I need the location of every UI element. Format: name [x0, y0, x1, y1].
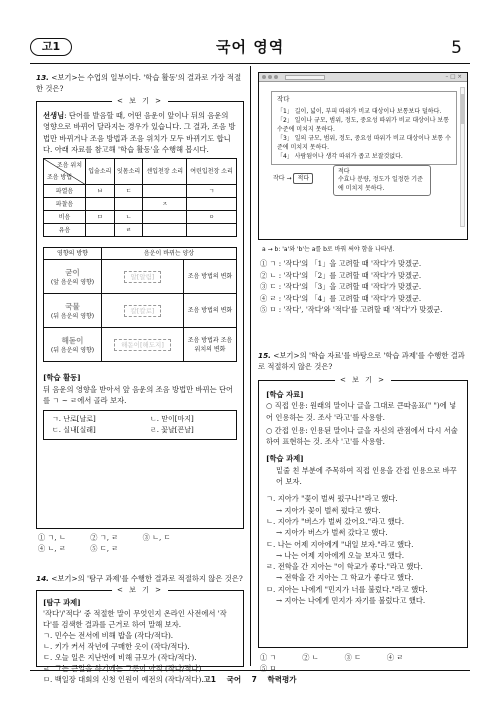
page-header [30, 36, 470, 60]
corner-place: 조음 위치 [56, 162, 82, 170]
effect-row [44, 294, 237, 328]
window-titlebar [259, 73, 467, 82]
q15-item-result: → 지아는 나에게 민지가 자기를 불렀다고 했다. [276, 596, 426, 606]
q15-item-quote: ㄴ. 지아가 "버스가 벌써 갔어요."라고 했다. [266, 516, 405, 526]
q15-option[interactable]: ④ ㄹ [386, 653, 404, 662]
effect-header: 음운이 바뀌는 양상 [102, 248, 237, 260]
q15-option[interactable]: ⑤ ㅁ [260, 664, 277, 674]
q15-item-quote: ㅁ. 지아는 나에게 "민지가 너를 불렀다."라고 했다. [266, 584, 428, 594]
effect-table [43, 247, 237, 362]
q14-choice[interactable]: ⑤ ㅁ : '작다', '작다'와 '적다'를 고려할 때 '적다'가 맞겠군. [260, 305, 443, 315]
table-cell [187, 198, 237, 211]
effect-word: 국물 [65, 301, 80, 311]
table-cell [143, 224, 187, 237]
dict-def: 「3」 일의 규모, 범위, 정도, 중요성 따위가 비교 대상이나 보통 수준에 미치지 못하다. [277, 134, 451, 151]
q15-bogi-title: < 보 기 > [335, 375, 391, 386]
effect-row [44, 328, 237, 362]
q13-option[interactable]: ① ㄱ, ㄴ [38, 533, 66, 542]
table-row [44, 198, 237, 211]
word-box [43, 410, 237, 440]
effect-direction [44, 294, 102, 328]
q13-teacher-text [43, 110, 237, 155]
q13-options [38, 532, 244, 554]
table-cell: ㅈ [143, 198, 187, 211]
table-cell [86, 224, 115, 237]
dictionary-window [258, 72, 468, 240]
header-rule [30, 63, 470, 64]
column-divider [250, 66, 251, 666]
q14-bogi-box [36, 586, 244, 684]
table-row [44, 224, 237, 237]
q14-number: 14. [36, 574, 49, 583]
row-label: 파열음 [44, 185, 86, 198]
effect-direction [44, 260, 102, 294]
table-cell: ㄴ [114, 211, 143, 224]
q15-prompt-text: <보기>의 '학습 자료'를 바탕으로 '학습 과제'를 수행한 결과로 적절하지 않은 것은? [258, 351, 465, 372]
table-cell: ㅇ [187, 211, 237, 224]
q15-item-result: → 지아가 꽃이 벌써 펐다고 했다. [276, 505, 381, 515]
popup-definition [333, 165, 431, 196]
window-dot-icon [262, 75, 266, 79]
q15-item [266, 516, 460, 539]
table-cell [143, 185, 187, 198]
effect-direction [44, 328, 102, 362]
table-cell [143, 211, 187, 224]
effect-note: (뒤 음운의 영향) [50, 347, 95, 355]
table-cell [86, 198, 115, 211]
q15-item-result: → 나는 어제 지아에게 오늘 보자고 했다. [276, 550, 405, 560]
table-cell: ㄹ [114, 224, 143, 237]
page-number: 5 [451, 38, 462, 58]
q15-material-item: ○ 직접 인용: 원래의 말이나 글을 그대로 큰따옴표(" ")에 넣어 인용하는 것. 조사 '라고'를 사용함. [266, 401, 457, 422]
q15-option[interactable]: ③ ㄷ [344, 653, 362, 662]
effect-note: (앞 음운의 영향) [50, 279, 95, 287]
q13-prompt [36, 72, 242, 95]
activity-title: [학습 활동] [43, 373, 81, 383]
col-header: 센입천장 소리 [143, 159, 187, 185]
q15-item-result: → 전학을 간 지아는 그 학교가 좋다고 했다. [276, 573, 414, 583]
link-to[interactable]: 적다 [293, 173, 313, 184]
q15-item-quote: ㄱ. 지아가 "꽃이 벌써 펐구나!"라고 했다. [266, 494, 398, 504]
window-controls-icon[interactable]: –□× [445, 74, 464, 80]
effect-header: 영향의 방향 [44, 248, 102, 260]
q13-option[interactable]: ③ ㄴ, ㄷ [142, 533, 171, 542]
page-footer: 고1 국어 7 학력평가 [203, 675, 297, 684]
q13-option[interactable]: ⑤ ㄷ, ㄹ [90, 544, 119, 554]
dict-def: 「1」 길이, 넓이, 부피 따위가 비교 대상이나 보통보다 덜하다. [277, 107, 442, 115]
q14-choices [260, 258, 468, 316]
table-cell: ㅂ [86, 185, 115, 198]
row-label: 유음 [44, 224, 86, 237]
dict-def: 「2」 일이나 규모, 범위, 정도, 중요성 따위가 비교 대상이나 보통 수준에 미치지 못하다. [277, 116, 450, 133]
word-row [52, 414, 228, 425]
q15-option[interactable]: ② ㄴ [302, 653, 319, 662]
effect-result: 조음 방법의 변화 [184, 260, 237, 294]
table-cell: ㄱ [187, 185, 237, 198]
effect-change [102, 294, 184, 328]
teacher-label: 선생님 [43, 111, 65, 120]
link-row [273, 173, 313, 184]
word-item: ㄴ. 맏이[마지] [150, 415, 194, 424]
q14-prompt [36, 573, 246, 584]
grade-badge: 고1 [30, 38, 72, 56]
activity-text: 뒤 음운의 영향을 받아서 앞 음운의 조음 방법만 바뀌는 단어를 ㄱ ~ ㄹ에서 골라 보자. [43, 384, 234, 406]
link-from: 작다 [273, 175, 285, 182]
table-cell: ㅁ [86, 211, 115, 224]
popup-title: 적다 [338, 168, 350, 175]
effect-change [102, 260, 184, 294]
subject-title: 국어 영역 [216, 38, 285, 56]
q15-task-title: [학습 과제] [266, 454, 304, 464]
screen-note: a → b: 'a'와 'b'는 a를 b로 바꿔 써야 함을 나타냄. [262, 246, 395, 253]
q13-bogi-title: < 보 기 > [112, 96, 168, 107]
table-row [44, 185, 237, 198]
q15-number: 15. [258, 351, 271, 360]
word-item: ㄱ. 난로[날로] [52, 415, 96, 424]
effect-note: (뒤 음운의 영향) [50, 313, 95, 321]
table-cell: ㄷ [114, 185, 143, 198]
table-cell [114, 198, 143, 211]
effect-change-text: 해돋이[해도지] [114, 339, 171, 351]
effect-result: 조음 방법의 변화 [184, 294, 237, 328]
q15-item [266, 561, 460, 584]
effect-word: 굳이 [65, 267, 80, 277]
row-label: 비음 [44, 211, 86, 224]
window-dot-icon [268, 75, 272, 79]
corner-manner: 조음 방법 [47, 173, 73, 181]
footer-rule [30, 670, 470, 671]
dict-headword: 작다 [277, 95, 290, 103]
col-header: 입술소리 [86, 159, 115, 185]
table-corner [44, 159, 86, 185]
address-bar[interactable] [285, 75, 325, 80]
row-label: 파찰음 [44, 198, 86, 211]
q13-bogi-box [36, 97, 244, 529]
q14-item: ㄷ. 오늘 일은 지난번에 비해 규모가 (작다/적다). [43, 652, 197, 662]
table-cell [187, 224, 237, 237]
q15-prompt [258, 350, 468, 373]
q15-item-quote: ㄹ. 전학을 간 지아는 "이 학교가 좋다."라고 했다. [266, 562, 423, 572]
col-header: 여린입천장 소리 [187, 159, 237, 185]
q14-item: ㅁ. 백일장 대회의 신청 인원이 예전의 (작다/적다). [43, 674, 204, 684]
q14-item: ㄹ. 그는 큰일을 하기에는 그릇이 아직 (작다/적다). [43, 663, 204, 673]
q15-material-item: ○ 간접 인용: 인용된 말이나 글을 자신의 관점에서 다시 서술하여 표현하는 것. 조사 '고'를 사용함. [266, 425, 458, 447]
window-dot-icon [274, 75, 278, 79]
diagonal-line [44, 159, 86, 185]
q14-choice[interactable]: ④ ㄹ : '작다'의 「4」를 고려할 때 '작다'가 맞겠군. [260, 293, 422, 303]
arrow-icon: → [286, 175, 292, 182]
q14-item: ㄴ. 키가 커서 작년에 구매한 옷이 (작다/적다). [43, 641, 190, 651]
popup-text: 수효나 분량, 정도가 일정한 기준에 미치지 못하다. [338, 176, 423, 192]
word-item: ㄷ. 실내[실래] [52, 426, 96, 435]
effect-change [102, 328, 184, 362]
q13-option[interactable]: ② ㄱ, ㄹ [90, 533, 119, 542]
effect-row [44, 260, 237, 294]
scrollbar[interactable] [460, 87, 465, 227]
effect-change-text: 알[알림] [124, 271, 162, 283]
teacher-speech: : 단어를 발음할 때, 어떤 음운이 앞이나 뒤의 음운의 영향으로 바뀌어 달라지는 경우가 있습니다. 그 결과, 조음 방법만 바뀌거나 조음 방법과 조음 위치가 모두 바뀌기도 합니다. 아래 자료를 참고해 '학습 활동'을 수행해 봅시다. [43, 111, 236, 154]
word-row [52, 425, 228, 436]
articulation-table [43, 158, 237, 237]
scroll-thumb[interactable] [461, 94, 465, 124]
effect-result: 조음 방법과 조음 위치의 변화 [184, 328, 237, 362]
q14-choice[interactable]: ③ ㄷ : '작다'의 「3」을 고려할 때 '작다'가 맞겠군. [260, 282, 422, 292]
q14-choice[interactable]: ② ㄴ : '작다'의 「2」를 고려할 때 '작다'가 맞겠군. [260, 270, 422, 280]
q14-prompt-text: <보기>의 '탐구 과제'를 수행한 결과로 적절하지 않은 것은? [51, 574, 243, 583]
q15-item-quote: ㄷ. 나는 어제 지아에게 "내일 보자."라고 했다. [266, 539, 414, 549]
effect-change-text: 칼[칼로] [124, 305, 162, 317]
q13-number: 13. [36, 73, 49, 82]
q14-choice[interactable]: ① ㄱ : '작다'의 「1」을 고려할 때 '작다'가 맞겠군. [260, 259, 422, 268]
q13-prompt-text: <보기>는 수업의 일부이다. '학습 활동'의 결과로 가장 적절한 것은? [36, 73, 242, 94]
q15-item [266, 584, 460, 607]
q15-material-title: [학습 자료] [266, 390, 304, 399]
col-header: 잇몸소리 [114, 159, 143, 185]
q14-item: ㄱ. 민수는 전서에 비해 밥을 (작다/적다). [43, 630, 174, 640]
q15-bogi-box [258, 376, 468, 648]
table-row [44, 211, 237, 224]
q14-task-title: [탐구 과제] [43, 598, 81, 607]
q15-item-result: → 지아가 버스가 벌써 갔다고 했다. [276, 528, 388, 538]
q13-option[interactable]: ④ ㄴ, ㄹ [38, 544, 66, 554]
q15-item [266, 539, 460, 562]
word-item: ㄹ. 꽃날[꼰날] [150, 426, 194, 435]
q14-bogi-title: < 보 기 > [112, 585, 168, 596]
q15-item [266, 493, 460, 516]
q15-task-text: 밑줄 친 부분에 주목하여 직접 인용을 간접 인용으로 바꾸어 보자. [276, 465, 457, 487]
q14-task-text: '작다'/'적다' 중 적절한 말이 무엇인지 온라인 사전에서 '작다'를 검색한 결과를 근거로 하여 말해 보자. [43, 608, 227, 629]
dictionary-entry [271, 91, 457, 165]
dict-def: 「4」 사람됨이나 생각 따위가 좁고 보잘것없다. [277, 152, 403, 160]
q15-option[interactable]: ① ㄱ [260, 653, 277, 662]
effect-word: 해돋이 [61, 335, 84, 345]
